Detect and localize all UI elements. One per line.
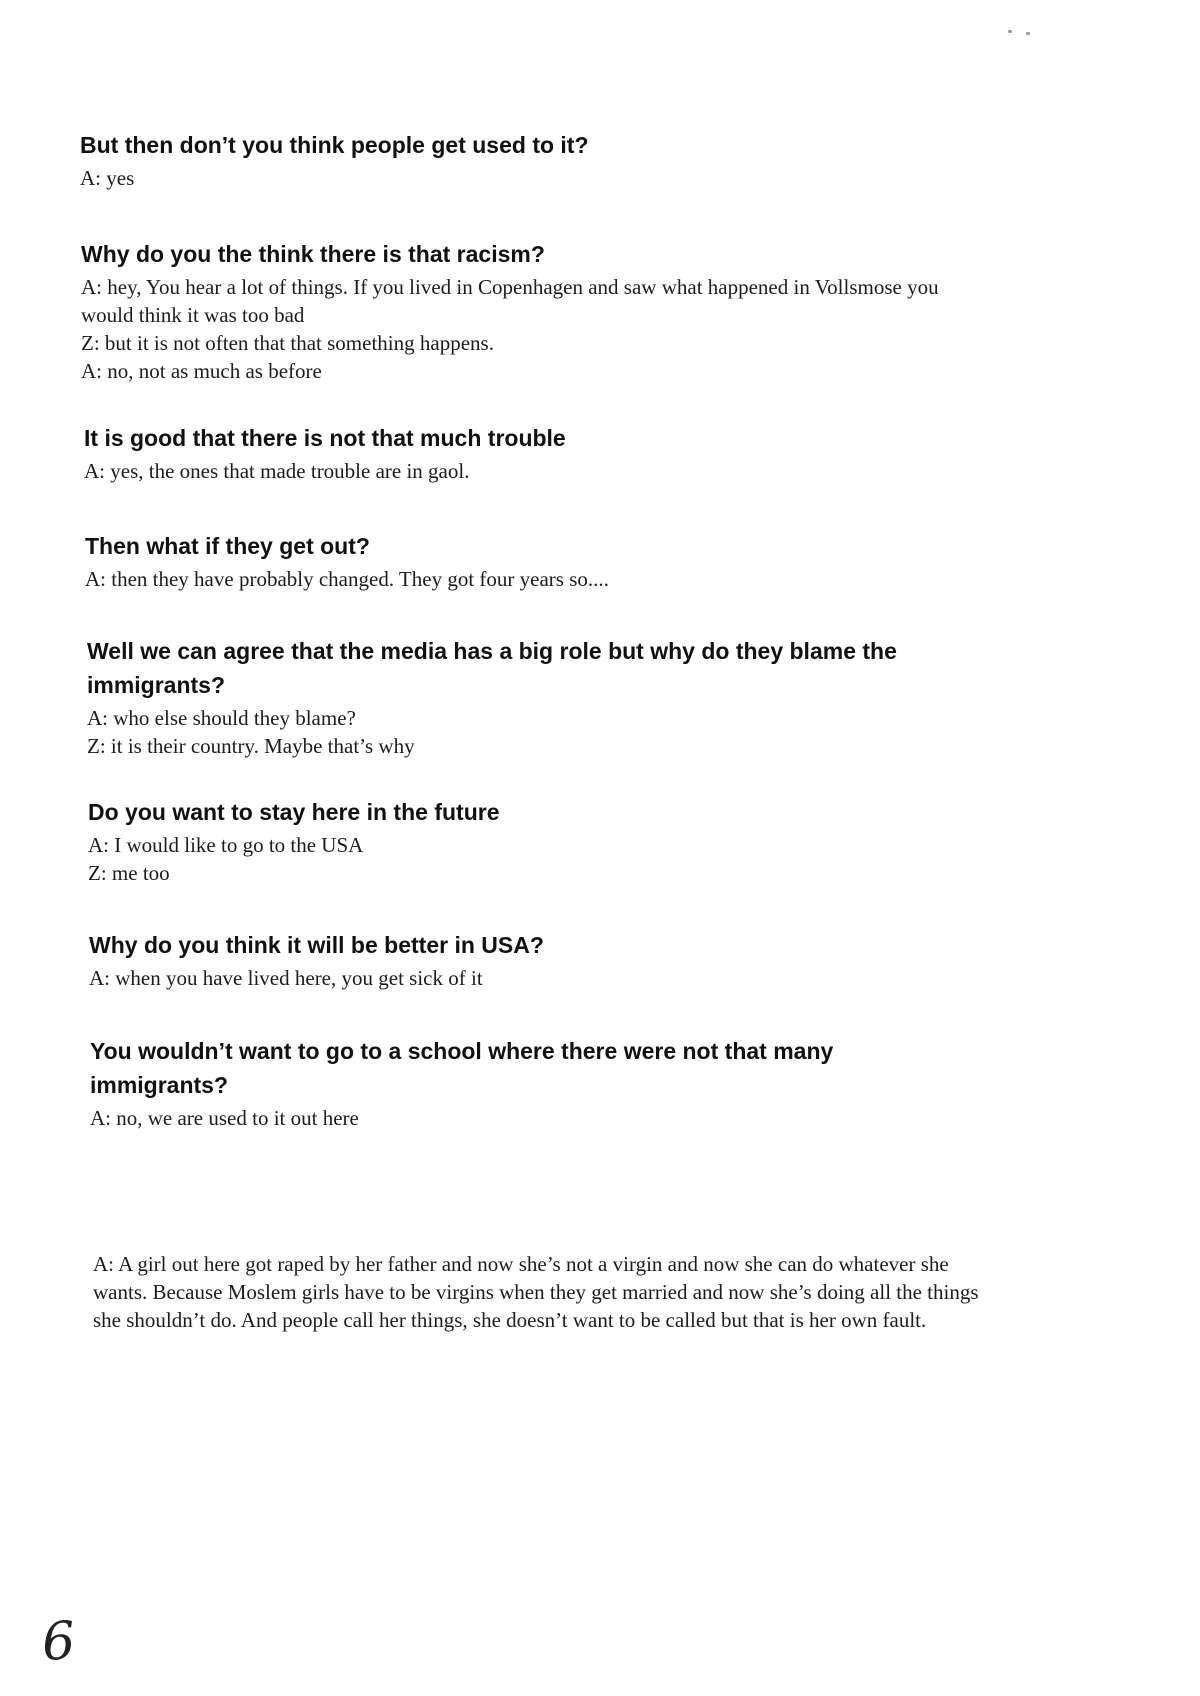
question-heading: But then don’t you think people get used to it? — [80, 132, 589, 158]
qa-section — [84, 421, 1074, 485]
qa-section — [88, 795, 1078, 887]
answer-line: Z: me too — [88, 861, 170, 885]
answer-line: A: I would like to go to the USA — [88, 833, 364, 857]
qa-section — [85, 529, 1075, 593]
answer-line: A: hey, You hear a lot of things. If you lived in Copenhagen and saw what happened in Vollsmose you would think it was too bad — [81, 275, 939, 327]
closing-paragraph: A: A girl out here got raped by her father and now she’s not a virgin and now she can do whatever she wants. Because Moslem girls have to be virgins when they get married and now she’s doing all the things she shouldn’t do. And people call her things, she doesn’t want to be called but that is her own fault. — [93, 1252, 979, 1332]
question-heading: Then what if they get out? — [85, 533, 370, 559]
question-heading: It is good that there is not that much trouble — [84, 425, 566, 451]
answer-line: Z: it is their country. Maybe that’s why — [87, 734, 415, 758]
scan-speck — [1008, 30, 1012, 33]
question-heading: Why do you think it will be better in USA? — [89, 932, 544, 958]
question-heading: Why do you the think there is that racism? — [81, 241, 545, 267]
closing-section — [93, 1250, 993, 1334]
answer-line: A: then they have probably changed. They got four years so.... — [85, 567, 609, 591]
qa-section — [87, 634, 967, 760]
answer-line: A: no, not as much as before — [81, 359, 322, 383]
answer-line: A: when you have lived here, you get sick of it — [89, 966, 483, 990]
question-heading: Well we can agree that the media has a big role but why do they blame the immigrants? — [87, 638, 897, 698]
qa-section — [89, 928, 1079, 992]
question-heading: You wouldn’t want to go to a school where there were not that many immigrants? — [90, 1038, 834, 1098]
scan-speck — [1026, 32, 1030, 35]
answer-line: A: yes, the ones that made trouble are in gaol. — [84, 459, 470, 483]
answer-line: A: yes — [80, 166, 135, 190]
page-number: 6 — [39, 1610, 78, 1674]
answer-line: Z: but it is not often that that something happens. — [81, 331, 494, 355]
qa-section — [81, 237, 981, 385]
qa-section — [80, 128, 1070, 192]
qa-section — [90, 1034, 920, 1132]
answer-line: A: who else should they blame? — [87, 706, 356, 730]
answer-line: A: no, we are used to it out here — [90, 1106, 359, 1130]
question-heading: Do you want to stay here in the future — [88, 799, 500, 825]
